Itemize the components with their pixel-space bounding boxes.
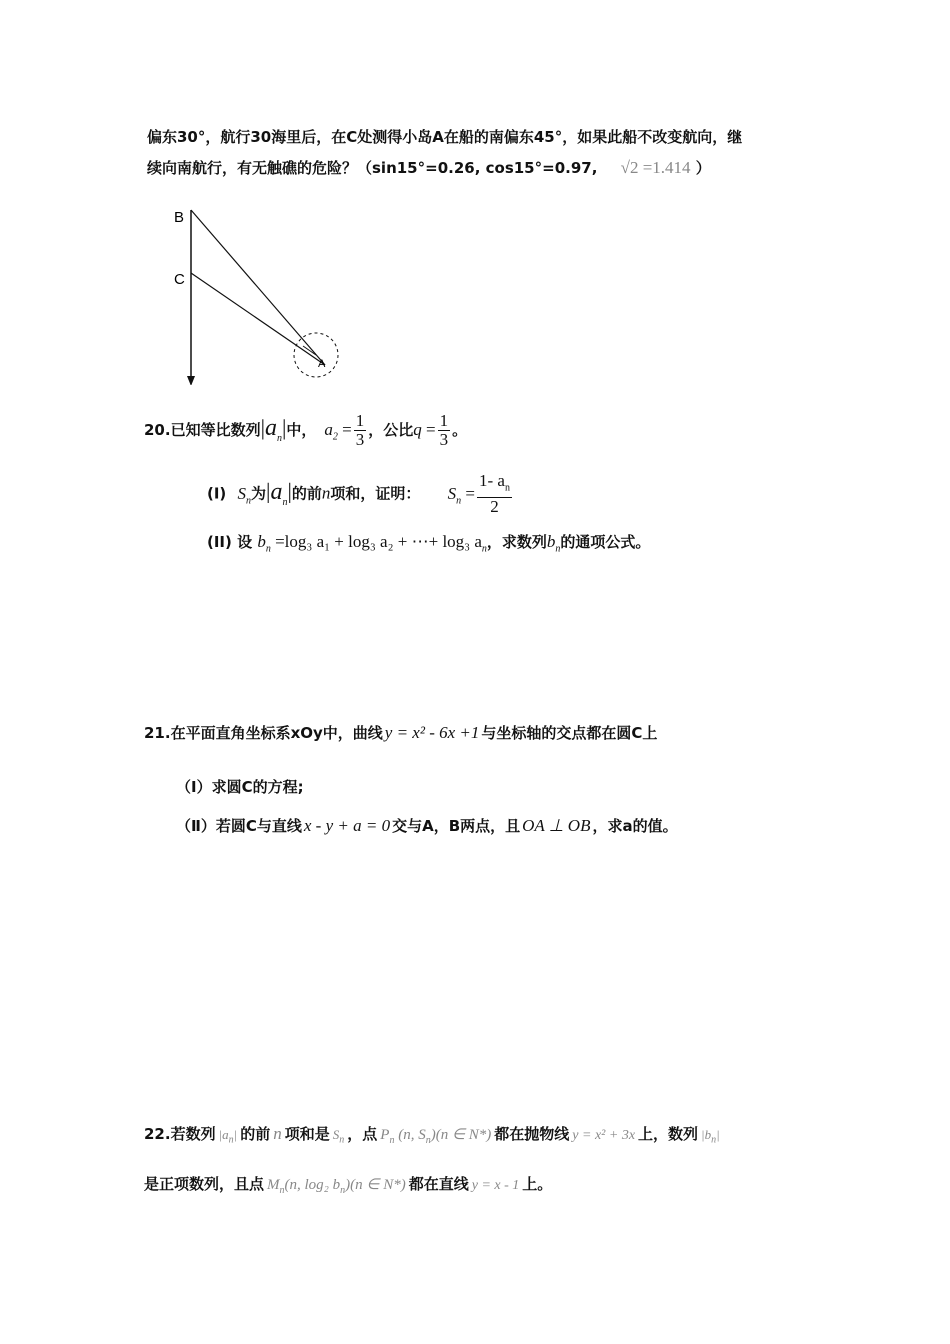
q22-line: y = x - 1 [471,1178,520,1193]
q22-t7: 是正项数列，且点 [144,1175,265,1193]
q22-t2: 的前 [240,1125,271,1143]
p2-rest2: 的通项公式。 [560,533,651,551]
p1-sn-sub: n [246,495,252,507]
q22-m-letter: M [267,1177,280,1193]
a2-letter: a [324,420,333,439]
q21-curve: y = x² - 6x +1 [384,723,480,742]
q21-intro [144,719,657,747]
q-num: 1 [439,411,449,430]
p2-formula-text: =log₃ a₁ + log₃ a₂ + ⋯+ log₃ a [275,532,482,551]
p1-seq-a [270,478,288,508]
p2-b2-letter: b [546,532,556,551]
q19-line1 [147,127,742,147]
q-eq: = [426,420,436,439]
a2-eq: = [342,420,352,439]
ratio-text: ，公比 [368,421,414,439]
figure-label-b: B [174,209,185,226]
seq-a-letter: a [264,415,277,441]
q22-p-letter: P [380,1127,390,1143]
q21-part1 [176,777,304,797]
q21-line-eq: x - y + a = 0 [303,816,391,835]
q21-perp: OA ⊥ OB [522,816,591,835]
q22-m-args: (n, log₂ b [284,1177,341,1193]
p1-fraction [477,472,512,516]
a2-fraction [354,412,367,449]
q22-t9: 上。 [522,1175,553,1193]
q22-n: n [273,1124,282,1143]
q22-p-args-sub: n [425,1135,431,1146]
q22-num: 22. [144,1125,171,1143]
p1-label: (I) [207,484,227,503]
p1-seq-a-sub: n [282,496,288,508]
q22-bn: $|b_n|$ [701,1127,720,1146]
q22-point-m [267,1177,406,1196]
p2-formula-sub: n [481,543,487,555]
p1-sn-rhs [447,483,475,507]
figure-label-a: A [318,358,326,370]
q21-p2-c: ，求a的值。 [592,817,678,835]
south-arrow-head [187,376,195,385]
a2-den: 3 [355,430,365,449]
q22-t4: ，点 [347,1125,378,1143]
q20-part1 [207,472,514,517]
q22-m-cond: )(n ∈ N*) [345,1177,406,1193]
q-den: 3 [439,430,449,449]
q22-an: $|a_n|$ [218,1127,238,1146]
p2-label: (II) 设 [207,533,253,551]
brace-left: | [260,415,265,440]
q21-intro-text: 21.在平面直角坐标系xOy中，曲线 [144,724,383,742]
q20-part2 [207,528,650,563]
navigation-figure [165,200,365,385]
p1-rest: 项和，证明： [330,484,421,503]
q19-line1-text: 偏东30°，航行30海里后，在C处测得小岛A在船的南偏东45°，如果此船不改变航向，继 [147,128,743,146]
q22-an-sub: n [228,1134,234,1146]
p1-n: n [321,483,331,503]
p2-formula [257,532,487,555]
p2-b-letter: b [257,532,266,551]
p1-num-sub: n [504,482,510,494]
p1-sn-letter: S [237,483,247,503]
p2-rest1: ，求数列 [486,533,547,551]
p1-seq-a-letter: a [270,478,283,505]
p1-sn-rhs-sub: n [456,495,462,507]
q-letter: q [413,420,422,439]
q22-t5: 都在抛物线 [494,1125,570,1143]
q22-sn [332,1127,345,1146]
q22-p-sub: n [389,1135,395,1146]
q22-p-cond: )(n ∈ N*) [430,1127,492,1143]
seq-a-sub: n [276,432,282,444]
sqrt-expression: √2 =1.414 [620,158,691,177]
q22-t1: 若数列 [170,1125,216,1143]
seq-a [264,415,282,444]
q22-m-sub: n [279,1185,285,1196]
q21-intro-end: 与坐标轴的交点都在圆C上 [481,724,658,742]
p1-frac-num [477,472,512,498]
q22-line1 [144,1120,720,1155]
q19-line2-text: 续向南航行，有无触礁的危险？（sin15°=0.26, cos15°=0.97, [147,159,598,177]
q-fraction [438,412,451,449]
p1-brace-left: | [266,478,271,504]
p1-num-text: 1- a [478,471,505,490]
a2-sub: 2 [332,431,338,443]
q22-line2 [144,1170,552,1205]
figure-label-c: C [174,271,185,288]
brace-right: | [281,415,287,440]
p1-brace-right: | [287,478,292,504]
p2-b-sub: n [265,543,271,555]
q22-t6: 上，数列 [638,1125,699,1143]
p1-sn-rhs-letter: S [447,483,457,503]
q19-line2 [147,158,711,178]
p1-eq: = [465,483,475,503]
q22-sn-letter: S [332,1127,340,1142]
q19-line2-close: ） [695,159,711,177]
q22-point-p [380,1127,492,1146]
a2-term [324,420,352,443]
q22-t3: 项和是 [284,1125,330,1143]
q22-bn-sub: n [711,1134,717,1146]
q20-end: 。 [452,421,468,439]
p1-den: 2 [490,497,499,517]
q20-intro-b: 中， [286,421,317,439]
q22-sn-sub: n [339,1134,345,1146]
p1-qian: 的前 [291,484,322,503]
q21-p2-b: 交与A，B两点，且 [392,817,521,835]
q22-p-args: (n, S [398,1127,426,1143]
a2-num: 1 [355,411,365,430]
q22-bn-letter: b [704,1127,712,1142]
p2-b2-sub: n [555,543,561,555]
q22-parabola: y = x² + 3x [572,1128,636,1143]
q-var [413,420,435,439]
q21-p1-text: （Ⅰ）求圆C的方程; [176,778,304,796]
q20-intro-a: 20.已知等比数列 [144,421,261,439]
p1-wei: 为 [251,484,267,503]
q22-m-args-sub: n [340,1185,346,1196]
q20-intro [144,412,467,453]
q22-t8: 都在直线 [408,1175,469,1193]
q21-part2 [176,812,678,840]
q21-p2-a: （Ⅱ）若圆C与直线 [176,817,302,835]
p2-b-term [546,532,561,555]
q22-an-letter: a [222,1127,229,1142]
p1-sn [237,483,252,507]
